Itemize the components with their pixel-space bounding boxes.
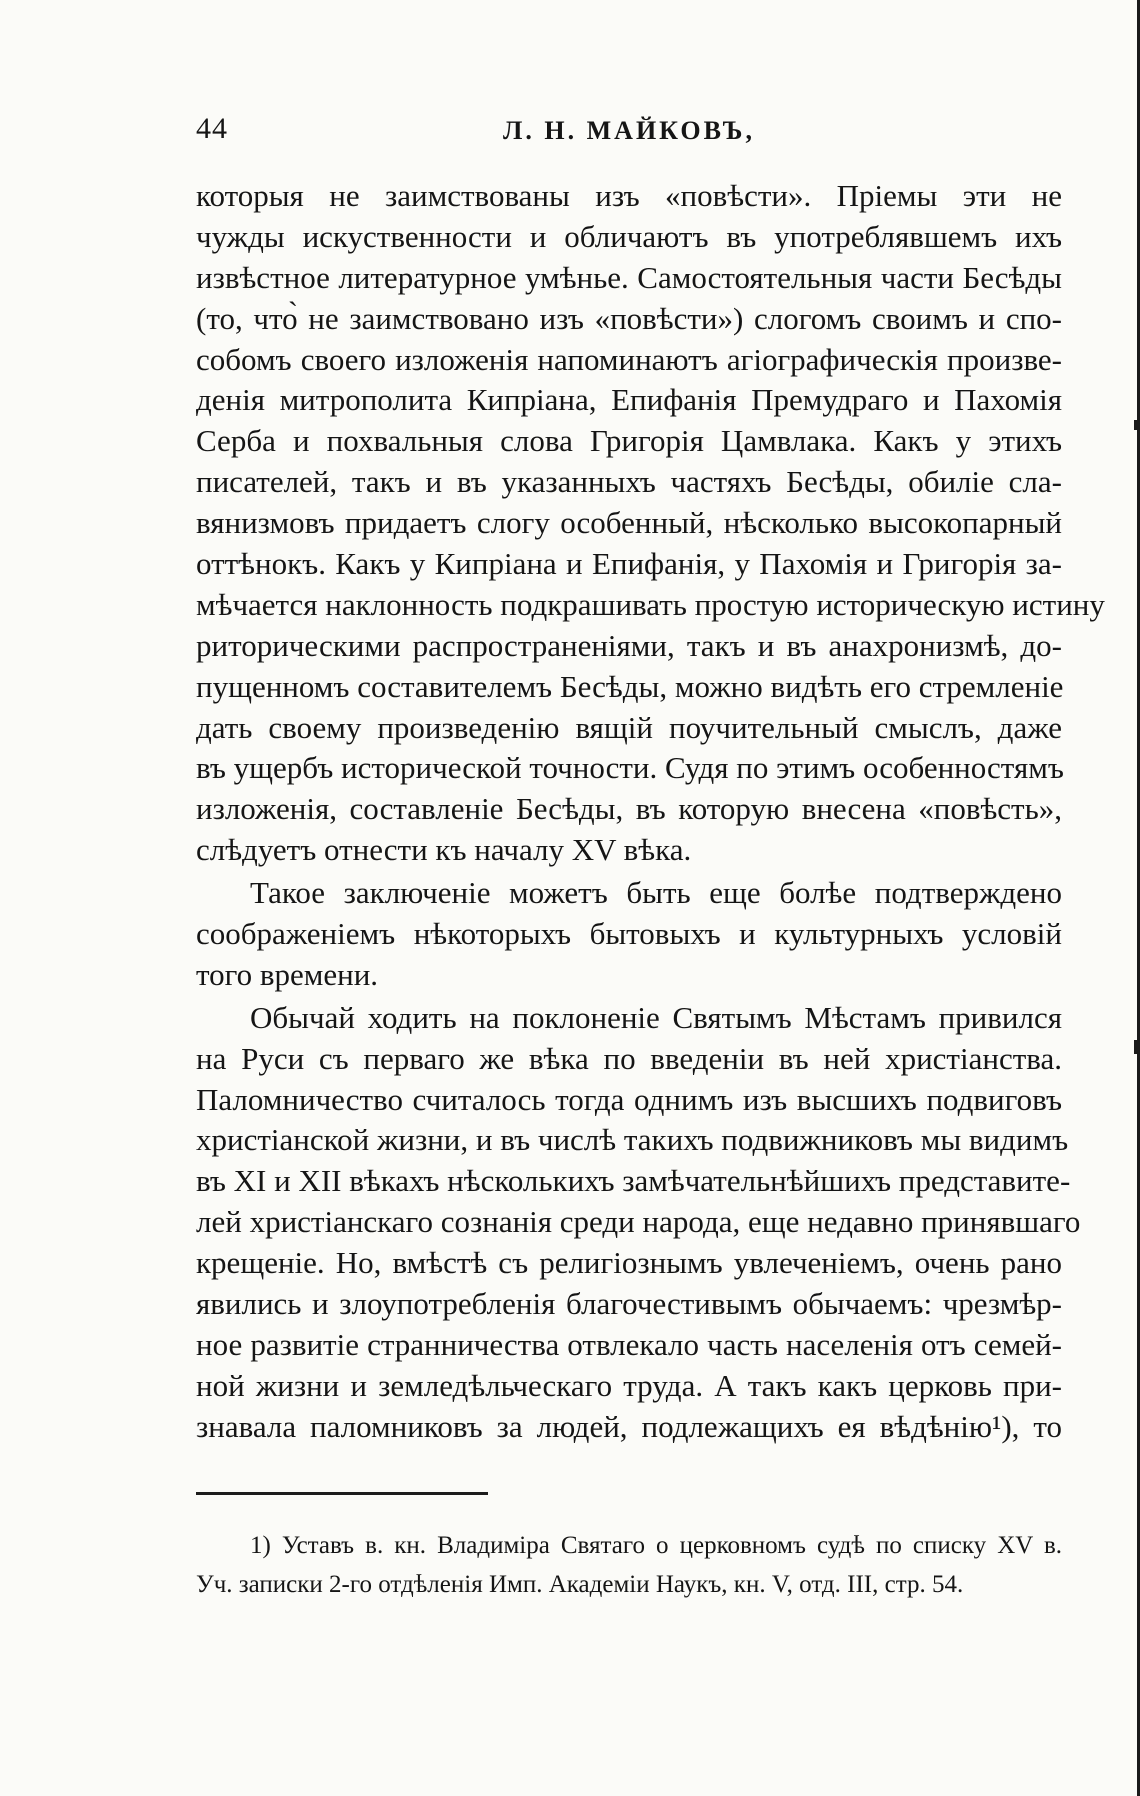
text-line: извѣстное литературное умѣнье. Самостоятельныя части Бесѣды bbox=[196, 259, 1062, 295]
paragraph bbox=[196, 998, 1081, 1448]
text-line: оттѣнокъ. Какъ у Кипріана и Епифанія, у Пахомія и Григорія за- bbox=[196, 546, 1062, 582]
footnote-divider bbox=[196, 1492, 488, 1495]
text-line: Серба и похвальныя слова Григорія Цамвлака. Какъ у этихъ bbox=[196, 423, 1062, 459]
text-line: писателей, такъ и въ указанныхъ частяхъ Бесѣды, обиліе сла- bbox=[196, 464, 1062, 500]
text-line: Паломничество считалось тогда однимъ изъ высшихъ подвиговъ bbox=[196, 1081, 1062, 1117]
text-line: собомъ своего изложенія напоминаютъ агіографическія произве- bbox=[196, 341, 1062, 377]
text-line: соображеніемъ нѣкоторыхъ бытовыхъ и культурныхъ условій bbox=[196, 916, 1062, 952]
text-line: крещеніе. Но, вмѣстѣ съ религіознымъ увлеченіемъ, очень рано bbox=[196, 1245, 1062, 1281]
text-line: ное развитіе странничества отвлекало часть населенія отъ семей- bbox=[196, 1326, 1062, 1362]
paragraph bbox=[196, 873, 1062, 996]
paragraph bbox=[196, 176, 1105, 871]
body-text bbox=[196, 176, 1105, 1448]
text-line: христіанской жизни, и въ числѣ такихъ подвижниковъ мы видимъ bbox=[196, 1122, 1069, 1158]
text-line: знавала паломниковъ за людей, подлежащихъ ея вѣдѣнію¹), то bbox=[196, 1408, 1062, 1444]
text-line: Такое заключеніе можетъ быть еще болѣе подтверждено bbox=[250, 875, 1062, 911]
text-line: мѣчается наклонность подкрашивать простую историческую истину bbox=[196, 586, 1105, 622]
text-line: вянизмовъ придаетъ слогу особенный, нѣсколько высокопарный bbox=[196, 505, 1062, 541]
text-line: въ XI и XII вѣкахъ нѣсколькихъ замѣчательнѣйшихъ представите- bbox=[196, 1163, 1071, 1199]
footnote-line: 1) Уставъ в. кн. Владиміра Святаго о церковномъ судѣ по списку XV в. bbox=[250, 1532, 1062, 1559]
text-line: того времени. bbox=[196, 956, 379, 992]
text-line: денія митрополита Кипріана, Епифанія Премудраго и Пахомія bbox=[196, 382, 1062, 418]
running-head: Л. Н. МАЙКОВЪ, bbox=[503, 116, 755, 145]
text-line: въ ущербъ исторической точности. Судя по этимъ особенностямъ bbox=[196, 750, 1064, 786]
edge-tick bbox=[1134, 1040, 1137, 1054]
text-line: риторическими распространеніями, такъ и въ анахронизмѣ, до- bbox=[196, 627, 1062, 663]
text-line: ной жизни и земледѣльческаго труда. А такъ какъ церковь при- bbox=[196, 1367, 1062, 1403]
text-line: чужды искуственности и обличаютъ въ употреблявшемъ ихъ bbox=[196, 218, 1062, 254]
text-line: которыя не заимствованы изъ «повѣсти». Пріемы эти не bbox=[196, 178, 1062, 213]
page-number: 44 bbox=[196, 112, 228, 145]
text-line: лей христіанскаго сознанія среди народа, еще недавно принявшаго bbox=[196, 1204, 1081, 1240]
text-line: Обычай ходить на поклоненіе Святымъ Мѣстамъ привился bbox=[250, 999, 1062, 1035]
text-line: (то, что̀ не заимствовано изъ «повѣсти») слогомъ своимъ и спо- bbox=[196, 300, 1062, 336]
text-line: пущенномъ составителемъ Бесѣды, можно видѣть его стремленіе bbox=[196, 668, 1064, 704]
text-line: дать своему произведенію вящій поучительный смыслъ, даже bbox=[196, 709, 1062, 745]
edge-tick bbox=[1134, 420, 1137, 430]
page-header bbox=[196, 112, 1062, 148]
footnote bbox=[196, 1526, 1062, 1604]
footnote-line: Уч. записки 2-го отдѣленія Имп. Академіи Наукъ, кн. V, отд. III, стр. 54. bbox=[196, 1571, 964, 1598]
text-line: на Руси съ перваго же вѣка по введеніи въ ней христіанства. bbox=[196, 1040, 1062, 1076]
text-line: слѣдуетъ отнести къ началу XV вѣка. bbox=[196, 832, 692, 868]
footnotes bbox=[196, 1526, 1062, 1604]
text-line: явились и злоупотребленія благочестивымъ обычаемъ: чрезмѣр- bbox=[196, 1286, 1062, 1322]
text-line: изложенія, составленіе Бесѣды, въ которую внесена «повѣсть», bbox=[196, 791, 1062, 827]
